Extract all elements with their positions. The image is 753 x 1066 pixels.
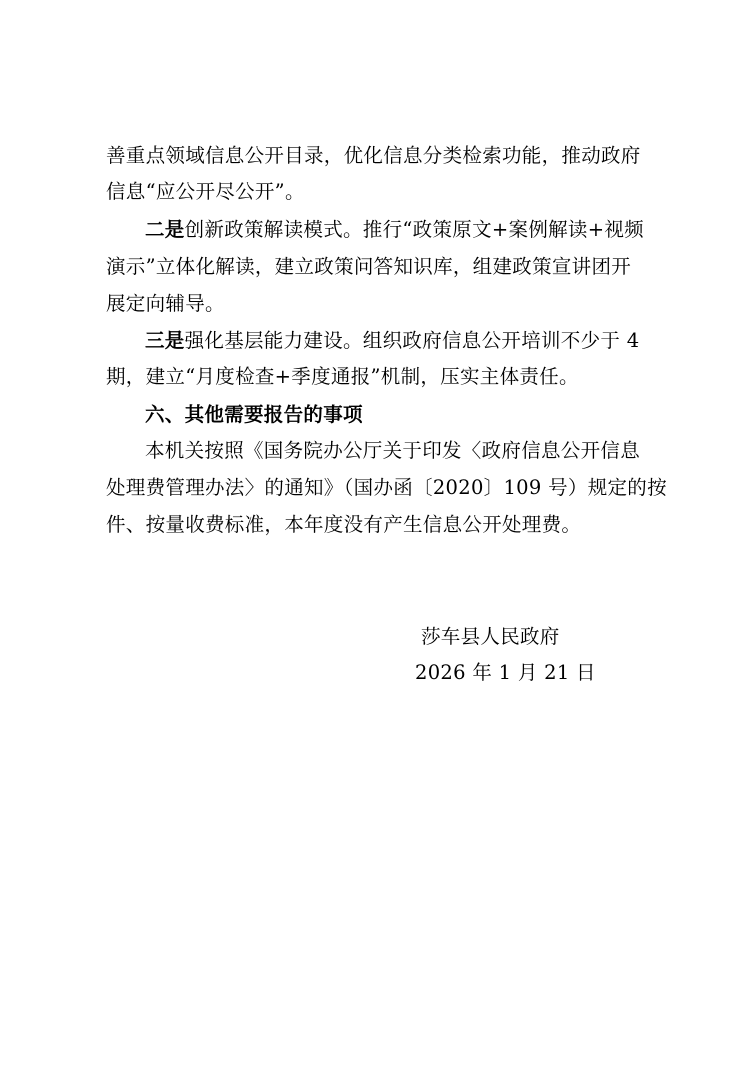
paragraph-4-line-1: 本机关按照《国务院办公厅关于印发〈政府信息公开信息 [145, 439, 641, 462]
paragraph-3-lead: 三是 [145, 329, 185, 352]
signature-date: 2026 年 1 月 21 日 [415, 661, 596, 684]
paragraph-2-line-3: 展定向辅导。 [106, 292, 225, 315]
paragraph-4-line-2: 处理费管理办法〉的通知》（国办函〔2020〕109 号）规定的按 [106, 476, 667, 499]
paragraph-1-line-1: 善重点领域信息公开目录，优化信息分类检索功能，推动政府 [106, 144, 641, 167]
paragraph-3-line-2: 期，建立“月度检查+季度通报”机制，压实主体责任。 [106, 365, 579, 388]
paragraph-4-line-3: 件、按量收费标准，本年度没有产生信息公开处理费。 [106, 513, 582, 536]
paragraph-2-line-1 [145, 217, 705, 243]
signature-organization: 莎车县人民政府 [421, 625, 560, 648]
paragraph-2-line-2: 演示”立体化解读，建立政策问答知识库，组建政策宣讲团开 [106, 255, 632, 278]
paragraph-2-line-1-text: 创新政策解读模式。推行“政策原文+案例解读+视频 [184, 218, 644, 241]
paragraph-3-line-1-text: 强化基层能力建设。组织政府信息公开培训不少于 4 [184, 329, 640, 352]
paragraph-1-line-2: 信息“应公开尽公开”。 [106, 180, 305, 203]
section-heading: 六、其他需要报告的事项 [145, 403, 363, 426]
paragraph-2-lead: 二是 [145, 218, 185, 241]
paragraph-3-line-1 [145, 328, 705, 354]
